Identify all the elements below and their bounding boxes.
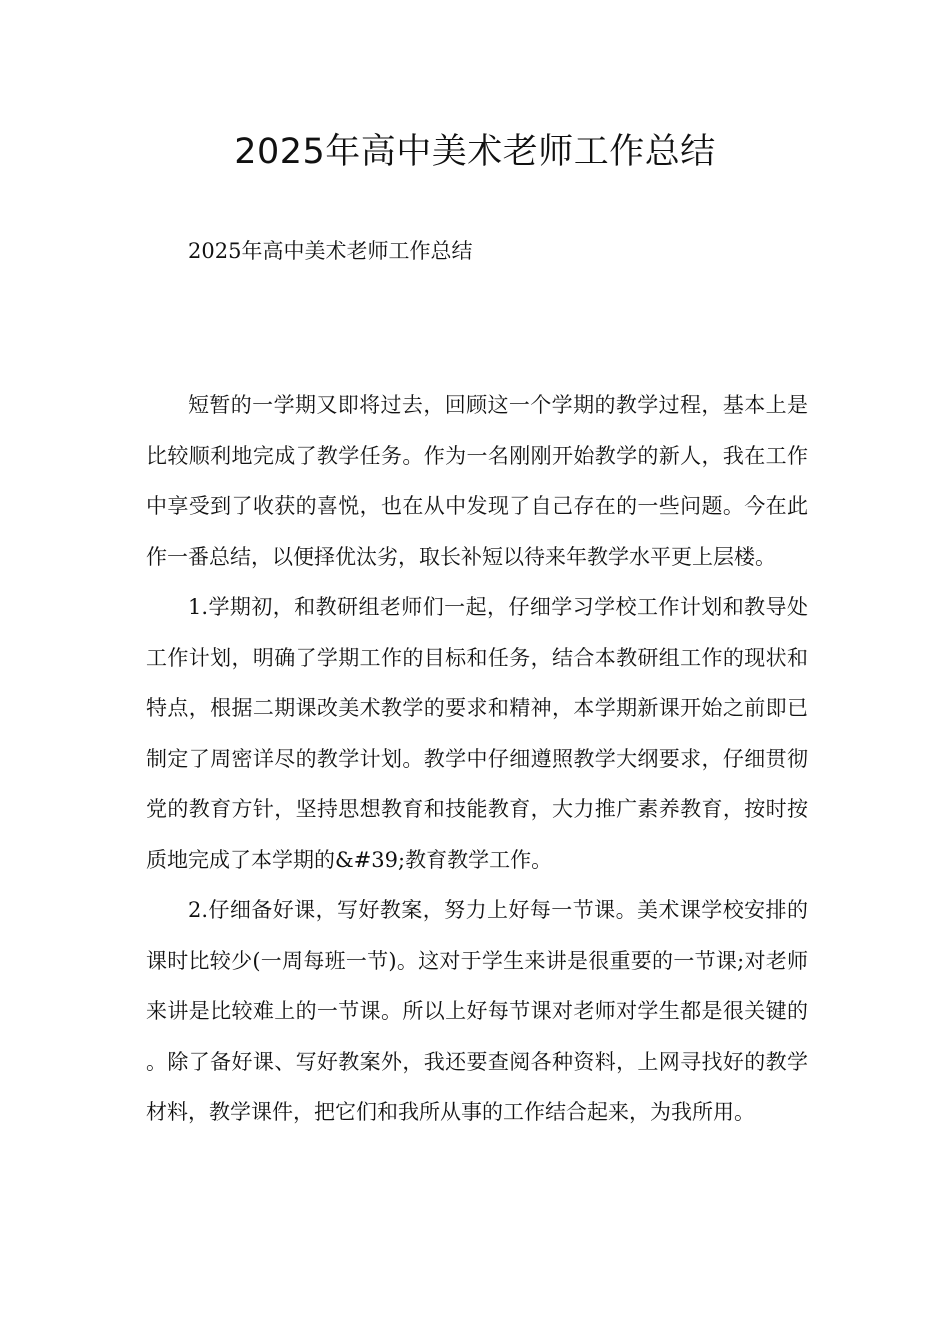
document-title: 2025年高中美术老师工作总结	[234, 132, 716, 172]
paragraph-item-2: 2.仔细备好课，写好教案，努力上好每一节课。美术课学校安排的课时比较少(一周每班一节)。这对于学生来讲是很重要的一节课;对老师来讲是比较难上的一节课。所以上好每节课对老师对学生都是很关键的。除了备好课、写好教案外，我还要查阅各种资料，上网寻找好的教学材料，教学课件，把它们和我所从事的工作结合起来，为我所用。	[146, 898, 808, 1124]
paragraph-intro: 短暂的一学期又即将过去，回顾这一个学期的教学过程，基本上是比较顺利地完成了教学任务。作为一名刚刚开始教学的新人，我在工作中享受到了收获的喜悦，也在从中发现了自己存在的一些问题。今在此作一番总结，以便择优汰劣，取长补短以待来年教学水平更上层楼。	[146, 393, 808, 569]
document-subtitle: 2025年高中美术老师工作总结	[188, 239, 473, 263]
paragraph-item-1: 1.学期初，和教研组老师们一起，仔细学习学校工作计划和教导处工作计划，明确了学期工作的目标和任务，结合本教研组工作的现状和特点，根据二期课改美术教学的要求和精神，本学期新课开始之前即已制定了周密详尽的教学计划。教学中仔细遵照教学大纲要求，仔细贯彻党的教育方针，坚持思想教育和技能教育，大力推广素养教育，按时按质地完成了本学期的&#39;教育教学工作。	[146, 595, 808, 872]
document-body	[146, 380, 808, 1138]
